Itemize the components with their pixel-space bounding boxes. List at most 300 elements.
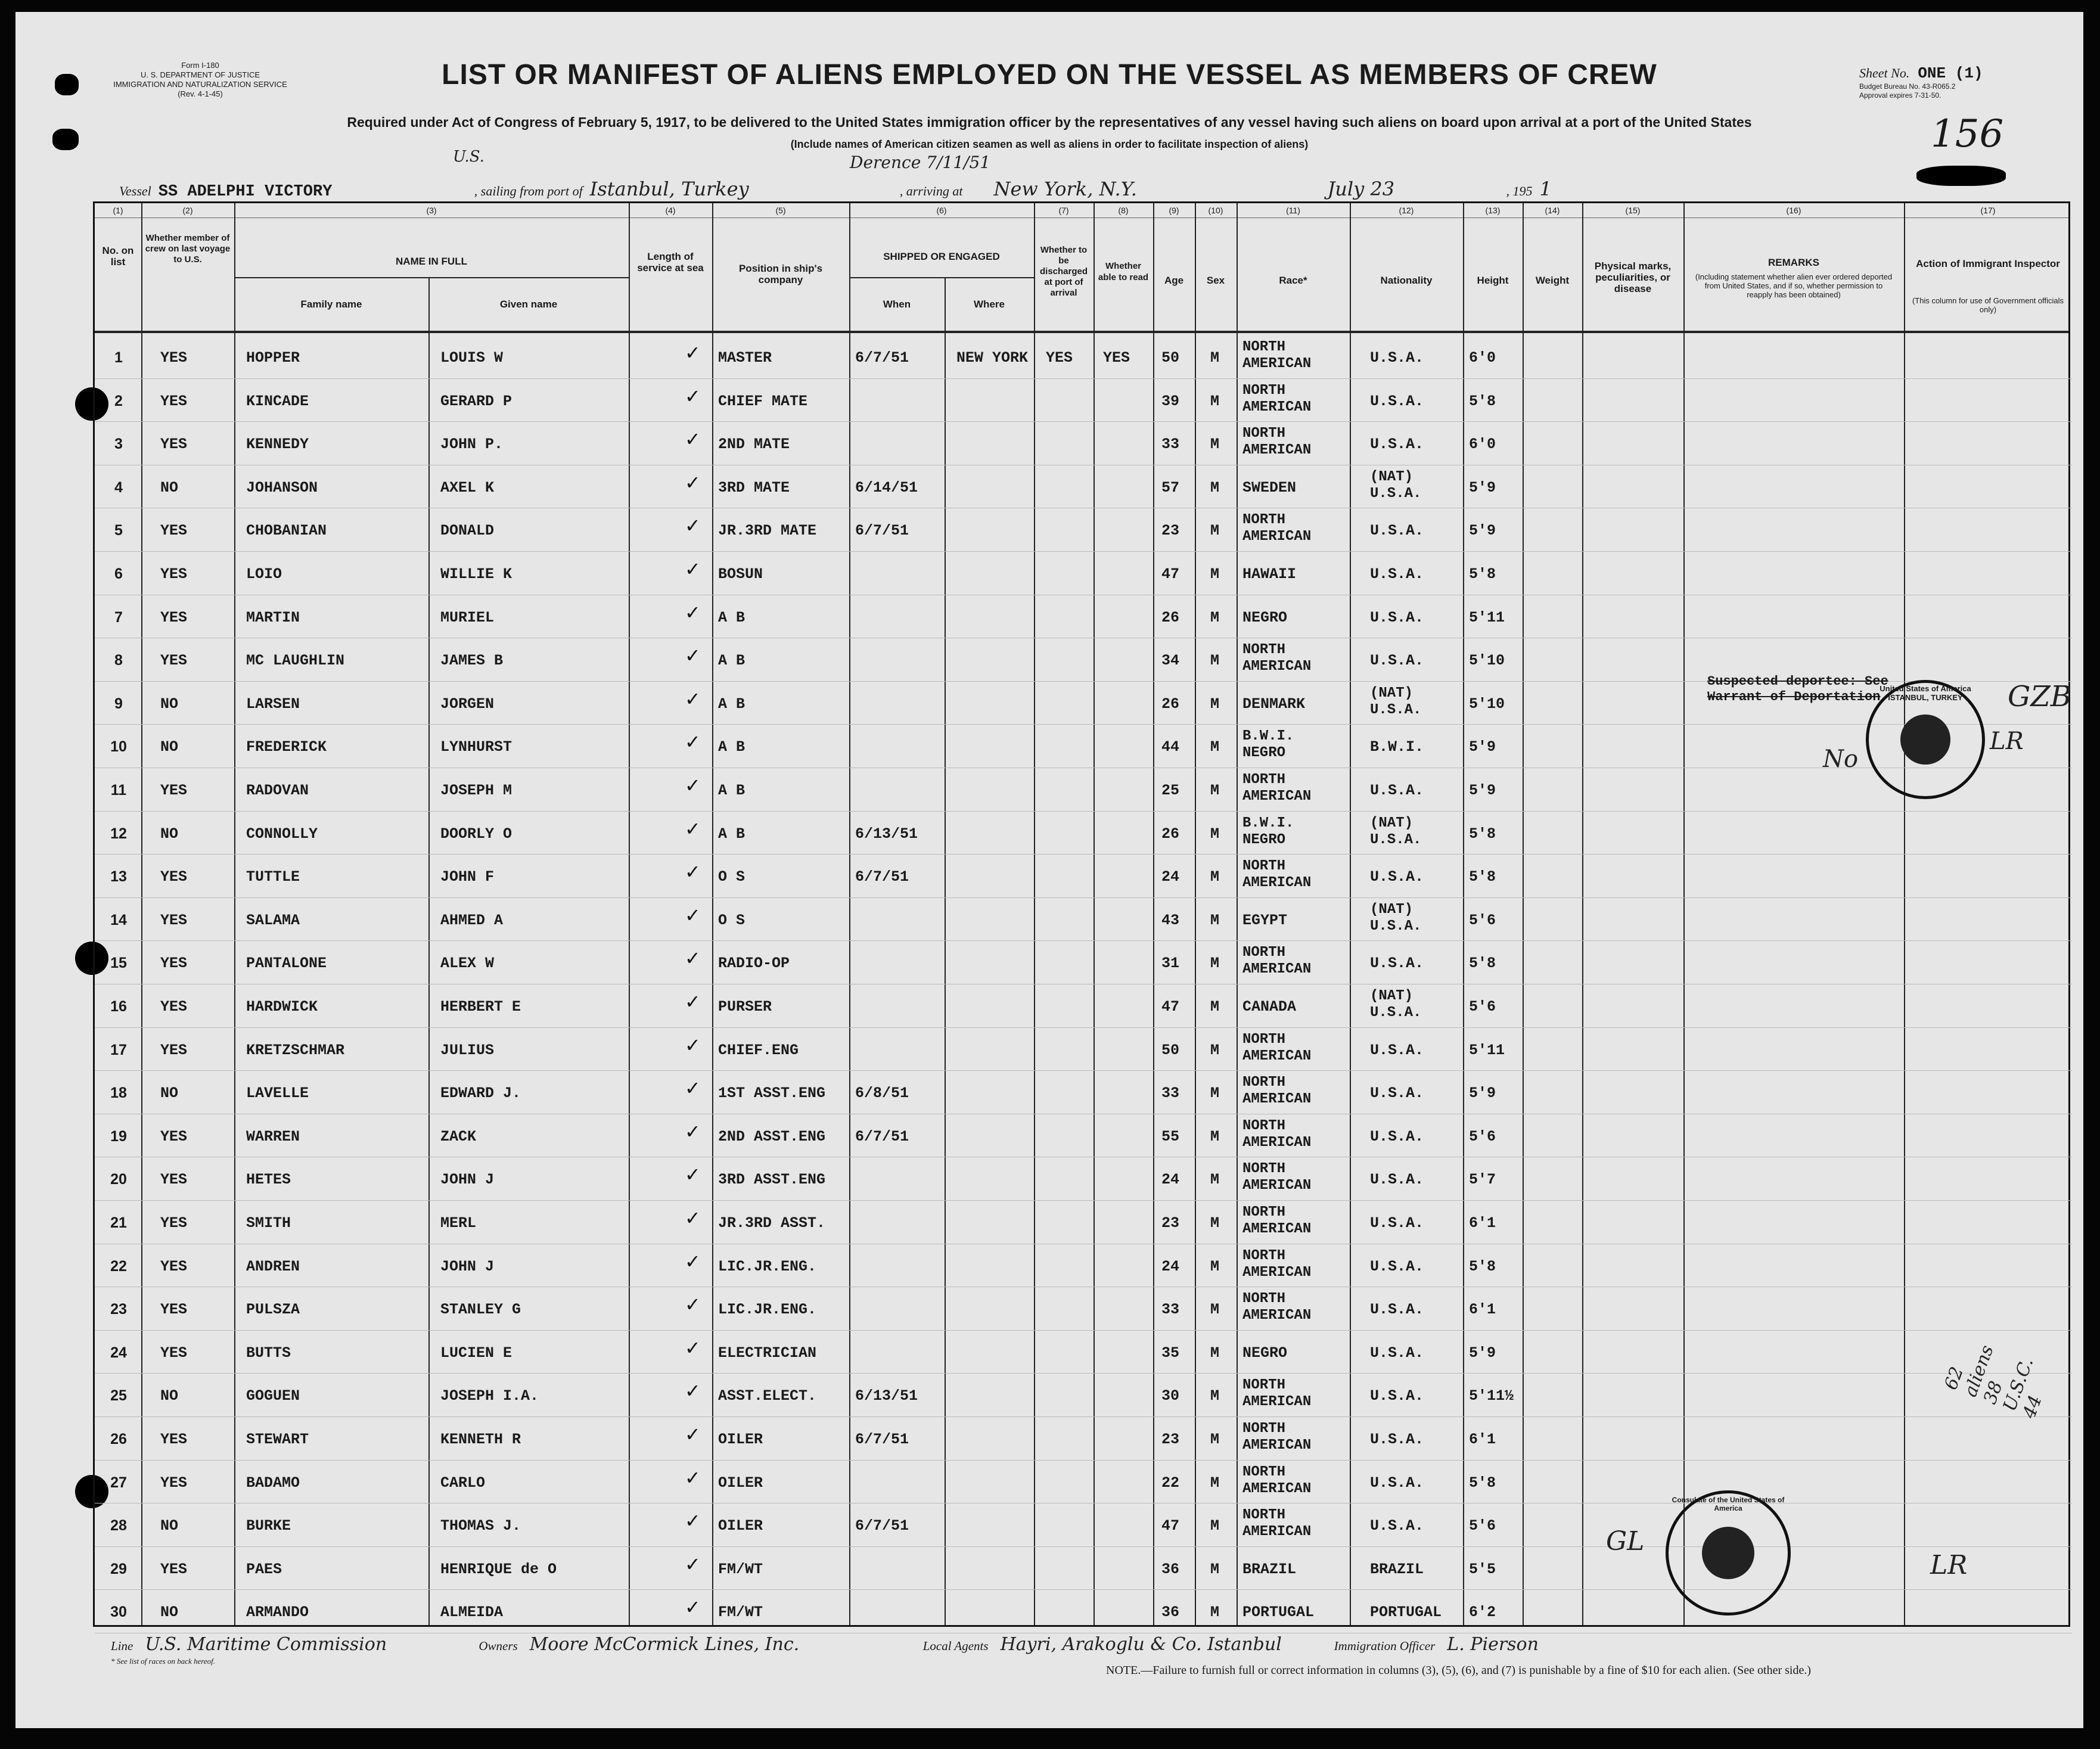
cell-no: 27	[110, 1474, 127, 1491]
cell-race: NORTH AMERICAN	[1242, 1247, 1312, 1281]
inspector-initials-2: LR	[1990, 728, 2024, 755]
cell-family: GOGUEN	[246, 1387, 300, 1405]
cell-prev: NO	[160, 1604, 179, 1621]
cell-prev: NO	[160, 1085, 179, 1102]
cell-no: 15	[110, 955, 127, 972]
cell-given: HERBERT E	[440, 998, 521, 1015]
cell-when: 6/7/51	[855, 1517, 909, 1535]
table-row	[95, 595, 2072, 638]
check-mark-icon: ✓	[685, 1596, 701, 1619]
cell-race: NORTH AMERICAN	[1242, 642, 1312, 675]
check-mark-icon: ✓	[685, 990, 701, 1013]
cell-when: 6/7/51	[855, 1127, 909, 1145]
cell-sex: M	[1210, 522, 1220, 540]
cell-age: 25	[1161, 782, 1180, 799]
cell-family: KENNEDY	[246, 436, 309, 453]
cell-where: NEW YORK	[956, 349, 1029, 366]
cell-nat: U.S.A.	[1370, 1474, 1424, 1492]
table-row	[95, 1071, 2072, 1114]
header-divider	[95, 331, 2068, 333]
cell-given: DOORLY O	[440, 825, 512, 843]
form-number: Form I-180	[181, 61, 219, 70]
cell-age: 57	[1161, 479, 1180, 496]
cell-nat: U.S.A.	[1370, 782, 1424, 799]
cell-when: 6/7/51	[855, 349, 909, 366]
check-mark-icon: ✓	[685, 1207, 701, 1229]
subtitle: Required under Act of Congress of February 5, 1917, to be delivered to the United States immigration officer by the representatives of any vessel having such aliens on board upon arrival at a port of the United States	[347, 114, 1752, 130]
table-row	[95, 1417, 2072, 1460]
cell-prev: YES	[160, 522, 188, 540]
cell-no: 19	[110, 1127, 127, 1145]
cell-age: 39	[1161, 392, 1180, 410]
cell-given: AXEL K	[440, 479, 495, 496]
cell-age: 22	[1161, 1474, 1180, 1492]
cell-nat: U.S.A.	[1370, 608, 1424, 626]
cell-no: 8	[114, 652, 123, 669]
cell-given: AHMED A	[440, 911, 504, 929]
check-mark-icon: ✓	[685, 817, 701, 840]
cell-disch: YES	[1046, 349, 1073, 366]
cell-race: NORTH AMERICAN	[1242, 425, 1312, 459]
cell-height: 6'2	[1469, 1604, 1496, 1621]
cell-given: LOUIS W	[440, 349, 504, 366]
cell-no: 2	[114, 392, 123, 409]
cell-no: 16	[110, 998, 127, 1015]
cell-sex: M	[1210, 825, 1220, 843]
cell-family: RADOVAN	[246, 782, 309, 799]
cell-pos: A B	[718, 738, 745, 756]
cell-pos: OILER	[718, 1474, 763, 1492]
handwritten-page-number: 156	[1931, 112, 2004, 156]
check-mark-icon: ✓	[685, 1466, 701, 1489]
cell-race: NORTH AMERICAN	[1242, 1204, 1312, 1237]
col-header-family: Family name	[300, 299, 362, 310]
cell-given: JULIUS	[440, 1041, 495, 1059]
cell-height: 6'0	[1469, 436, 1496, 453]
cell-prev: YES	[160, 955, 188, 973]
cell-no: 18	[110, 1085, 127, 1102]
col-header-position: Position in ship's company	[738, 263, 823, 285]
races-note: * See list of races on back hereof.	[111, 1657, 215, 1666]
check-mark-icon: ✓	[685, 731, 701, 754]
table-row	[95, 335, 2072, 378]
cell-race: NORTH AMERICAN	[1242, 382, 1312, 415]
cell-sex: M	[1210, 1214, 1220, 1232]
cell-pos: MASTER	[718, 349, 772, 366]
cell-family: SMITH	[246, 1214, 291, 1232]
cell-given: MERL	[440, 1214, 477, 1232]
cell-pos: FM/WT	[718, 1560, 763, 1578]
cell-pos: 3RD MATE	[718, 479, 790, 496]
cell-age: 26	[1161, 608, 1180, 626]
vessel-label: Vessel	[119, 184, 151, 198]
cell-prev: YES	[160, 652, 188, 670]
cell-height: 6'1	[1469, 1431, 1496, 1448]
cell-sex: M	[1210, 349, 1220, 366]
cell-pos: A B	[718, 652, 745, 670]
cell-given: ALEX W	[440, 955, 495, 973]
cell-age: 24	[1161, 1171, 1180, 1189]
signature-initials: GL	[1606, 1526, 1645, 1557]
cell-race: NORTH AMERICAN	[1242, 1377, 1312, 1411]
cell-given: HENRIQUE de O	[440, 1560, 557, 1578]
cell-given: JORGEN	[440, 695, 495, 713]
cell-sex: M	[1210, 1517, 1220, 1535]
cell-family: MARTIN	[246, 608, 300, 626]
col-header-nationality: Nationality	[1380, 275, 1433, 286]
cell-nat: U.S.A.	[1370, 349, 1424, 366]
owners-value: Moore McCormick Lines, Inc.	[529, 1634, 800, 1655]
cell-race: NEGRO	[1242, 608, 1288, 626]
cell-race: NEGRO	[1242, 1344, 1288, 1362]
manifest-page	[15, 12, 2083, 1728]
cell-age: 50	[1161, 1041, 1180, 1059]
check-mark-icon: ✓	[685, 1293, 701, 1316]
cell-pos: RADIO-OP	[718, 955, 790, 973]
cell-prev: YES	[160, 998, 188, 1015]
penalty-note: NOTE.—Failure to furnish full or correct information in columns (3), (5), (6), and (7) is punishable by a fine of $10 for each alien. (See other side.)	[1106, 1664, 1811, 1677]
cell-given: JOHN F	[440, 868, 495, 886]
cell-given: KENNETH R	[440, 1431, 521, 1448]
cell-prev: YES	[160, 349, 188, 366]
cell-pos: FM/WT	[718, 1604, 763, 1621]
cell-sex: M	[1210, 1431, 1220, 1448]
instruction: (Include names of American citizen seamen as well as aliens in order to facilitate inspection of aliens)	[790, 138, 1309, 150]
cell-family: PAES	[246, 1560, 282, 1578]
cell-no: 13	[110, 868, 127, 886]
cell-no: 9	[114, 695, 123, 712]
cell-given: JOHN J	[440, 1257, 495, 1275]
cell-height: 5'9	[1469, 782, 1496, 799]
cell-no: 23	[110, 1301, 127, 1318]
cell-family: STEWART	[246, 1431, 309, 1448]
cell-nat: (NAT) U.S.A.	[1370, 815, 1422, 848]
arriving-at: New York, N.Y.	[993, 178, 1137, 200]
cell-age: 36	[1161, 1560, 1180, 1578]
cell-age: 34	[1161, 652, 1180, 670]
col-header-weight: Weight	[1535, 275, 1570, 286]
cell-pos: BOSUN	[718, 566, 763, 583]
cell-nat: U.S.A.	[1370, 1431, 1424, 1448]
cell-race: NORTH AMERICAN	[1242, 1031, 1312, 1064]
cell-age: 30	[1161, 1387, 1180, 1405]
cell-race: EGYPT	[1242, 911, 1288, 929]
cell-race: NORTH AMERICAN	[1242, 1117, 1312, 1151]
cell-nat: U.S.A.	[1370, 392, 1424, 410]
col-header-previous: Whether member of crew on last voyage to U.S.	[145, 233, 231, 265]
cell-age: 50	[1161, 349, 1180, 366]
cell-family: PULSZA	[246, 1301, 300, 1319]
check-mark-icon: ✓	[685, 1077, 701, 1100]
col-header-action: Action of Immigrant Inspector	[1916, 258, 2060, 269]
cell-nat: U.S.A.	[1370, 436, 1424, 453]
agents-label: Local Agents	[922, 1639, 989, 1653]
table-row	[95, 465, 2072, 508]
cell-age: 23	[1161, 1214, 1180, 1232]
cell-pos: O S	[718, 911, 745, 929]
cell-sex: M	[1210, 1257, 1220, 1275]
cell-nat: U.S.A.	[1370, 1517, 1424, 1535]
table-row	[95, 1590, 2072, 1633]
cell-sex: M	[1210, 608, 1220, 626]
col-header-action-sub: (This column for use of Government officials only)	[1912, 296, 2064, 314]
cell-prev: NO	[160, 695, 179, 713]
cell-race: NORTH AMERICAN	[1242, 1464, 1312, 1497]
cell-age: 47	[1161, 1517, 1180, 1535]
cell-sex: M	[1210, 1171, 1220, 1189]
cell-pos: LIC.JR.ENG.	[718, 1257, 817, 1275]
check-mark-icon: ✓	[685, 903, 701, 927]
cell-height: 5'7	[1469, 1171, 1496, 1189]
cell-no: 25	[110, 1387, 127, 1405]
table-row	[95, 1157, 2072, 1200]
cell-given: CARLO	[440, 1474, 486, 1492]
cell-nat: (NAT) U.S.A.	[1370, 468, 1422, 502]
cell-pos: OILER	[718, 1431, 763, 1448]
cell-given: STANLEY G	[440, 1301, 521, 1319]
cell-nat: B.W.I.	[1370, 738, 1424, 756]
cell-nat: U.S.A.	[1370, 1085, 1424, 1102]
cell-sex: M	[1210, 782, 1220, 799]
bottom-initials: LR	[1930, 1550, 1968, 1580]
cell-height: 5'6	[1469, 911, 1496, 929]
consular-stamp: United States of America ISTANBUL, TURKEY	[1866, 680, 1985, 799]
cell-family: FREDERICK	[246, 738, 327, 756]
cell-age: 33	[1161, 436, 1180, 453]
cell-height: 6'1	[1469, 1214, 1496, 1232]
col-header-race: Race*	[1279, 275, 1307, 286]
cell-sex: M	[1210, 911, 1220, 929]
table-row	[95, 725, 2072, 768]
cell-given: ZACK	[440, 1127, 477, 1145]
cell-height: 5'10	[1469, 652, 1505, 670]
table-row	[95, 1114, 2072, 1157]
cell-height: 5'9	[1469, 1344, 1496, 1362]
side-note: 62 aliens 38 U.S.C. 44	[1940, 1342, 2046, 1421]
cell-age: 35	[1161, 1344, 1180, 1362]
cell-pos: A B	[718, 825, 745, 843]
agents-value: Hayri, Arakoglu & Co. Istanbul	[1000, 1634, 1282, 1655]
cell-pos: 1ST ASST.ENG	[718, 1085, 826, 1102]
cell-prev: YES	[160, 1041, 188, 1059]
cell-age: 47	[1161, 998, 1180, 1015]
cell-pos: ELECTRICIAN	[718, 1344, 817, 1362]
cell-family: CHOBANIAN	[246, 522, 327, 540]
check-mark-icon: ✓	[685, 860, 701, 884]
table-row	[95, 508, 2072, 551]
cell-nat: U.S.A.	[1370, 1171, 1424, 1189]
cell-age: 23	[1161, 1431, 1180, 1448]
service: IMMIGRATION AND NATURALIZATION SERVICE	[113, 80, 287, 89]
cell-no: 20	[110, 1171, 127, 1188]
cell-pos: LIC.JR.ENG.	[718, 1301, 817, 1319]
inspector-initials: GZB	[2008, 680, 2071, 713]
cell-family: KRETZSCHMAR	[246, 1041, 345, 1059]
cell-when: 6/14/51	[855, 479, 918, 496]
cell-age: 55	[1161, 1127, 1180, 1145]
cell-race: B.W.I. NEGRO	[1242, 728, 1294, 762]
cell-sex: M	[1210, 566, 1220, 583]
check-mark-icon: ✓	[685, 687, 701, 710]
consulate-seal: Consulate of the United States of America	[1666, 1490, 1791, 1616]
check-mark-icon: ✓	[685, 341, 701, 364]
cell-no: 3	[114, 436, 123, 453]
cell-no: 24	[110, 1344, 127, 1361]
check-mark-icon: ✓	[685, 644, 701, 667]
table-row	[95, 1201, 2072, 1244]
cell-sex: M	[1210, 1474, 1220, 1492]
cell-age: 47	[1161, 566, 1180, 583]
cell-family: HOPPER	[246, 349, 300, 366]
cell-pos: A B	[718, 782, 745, 799]
cell-age: 33	[1161, 1301, 1180, 1319]
cell-prev: NO	[160, 738, 179, 756]
cell-no: 12	[110, 825, 127, 842]
table-row	[95, 898, 2072, 941]
cell-no: 29	[110, 1560, 127, 1577]
check-mark-icon: ✓	[685, 471, 701, 494]
cell-nat: U.S.A.	[1370, 1041, 1424, 1059]
cell-age: 31	[1161, 955, 1180, 973]
cell-family: WARREN	[246, 1127, 300, 1145]
cell-nat: BRAZIL	[1370, 1560, 1424, 1578]
cell-height: 5'6	[1469, 998, 1496, 1015]
check-mark-icon: ✓	[685, 947, 701, 970]
table-row	[95, 422, 2072, 465]
revision: (Rev. 4-1-45)	[178, 89, 223, 98]
footer-line	[111, 1634, 2065, 1655]
cell-race: NORTH AMERICAN	[1242, 858, 1312, 891]
cell-race: PORTUGAL	[1242, 1604, 1315, 1621]
cell-given: WILLIE K	[440, 566, 512, 583]
cell-height: 5'5	[1469, 1560, 1496, 1578]
table-row	[95, 552, 2072, 595]
cell-pos: 3RD ASST.ENG	[718, 1171, 826, 1189]
cell-when: 6/7/51	[855, 522, 909, 540]
cell-sex: M	[1210, 1127, 1220, 1145]
cell-prev: YES	[160, 1257, 188, 1275]
cell-family: HETES	[246, 1171, 291, 1189]
cell-prev: YES	[160, 782, 188, 799]
cell-nat: U.S.A.	[1370, 566, 1424, 583]
year-suffix: 1	[1539, 178, 1552, 200]
cell-pos: CHIEF.ENG	[718, 1041, 799, 1059]
check-mark-icon: ✓	[685, 1250, 701, 1273]
cell-nat: U.S.A.	[1370, 868, 1424, 886]
cell-height: 5'9	[1469, 479, 1496, 496]
cell-no: 11	[110, 782, 127, 799]
cell-prev: NO	[160, 479, 179, 496]
cell-pos: 2ND MATE	[718, 436, 790, 453]
cell-no: 7	[114, 608, 123, 626]
table-row	[95, 768, 2072, 811]
col-header-age: Age	[1164, 275, 1184, 286]
cell-family: BURKE	[246, 1517, 291, 1535]
cell-family: KINCADE	[246, 392, 309, 410]
cell-prev: YES	[160, 1431, 188, 1448]
struck-remark: Suspected deportee: See Warrant of Deportation	[1707, 674, 1888, 704]
cell-nat: U.S.A.	[1370, 1344, 1424, 1362]
cell-height: 5'9	[1469, 1085, 1496, 1102]
cell-nat: U.S.A.	[1370, 955, 1424, 973]
cell-no: 22	[110, 1257, 127, 1275]
col-header-when: When	[883, 299, 911, 310]
cell-prev: YES	[160, 911, 188, 929]
cell-pos: 2ND ASST.ENG	[718, 1127, 826, 1145]
check-mark-icon: ✓	[685, 1380, 701, 1403]
cell-family: MC LAUGHLIN	[246, 652, 345, 670]
check-mark-icon: ✓	[685, 1509, 701, 1533]
table-row	[95, 1028, 2072, 1071]
cell-prev: YES	[160, 1214, 188, 1232]
cell-family: SALAMA	[246, 911, 300, 929]
cell-nat: (NAT) U.S.A.	[1370, 901, 1422, 934]
cell-given: JOSEPH M	[440, 782, 512, 799]
check-mark-icon: ✓	[685, 558, 701, 580]
cell-height: 5'8	[1469, 392, 1496, 410]
table-row	[95, 1374, 2072, 1416]
table-row	[95, 379, 2072, 422]
cell-nat: U.S.A.	[1370, 1257, 1424, 1275]
cell-sex: M	[1210, 436, 1220, 453]
cell-no: 1	[114, 349, 123, 366]
check-mark-icon: ✓	[685, 1336, 701, 1359]
arriving-label: , arriving at	[899, 184, 963, 198]
cell-no: 14	[110, 911, 127, 928]
owners-label: Owners	[479, 1639, 518, 1653]
cell-pos: A B	[718, 695, 745, 713]
page-title: LIST OR MANIFEST OF ALIENS EMPLOYED ON THE VESSEL AS MEMBERS OF CREW	[442, 59, 1657, 91]
cell-family: LAVELLE	[246, 1085, 309, 1102]
col-header-no: No. on list	[102, 245, 134, 268]
col-header-given: Given name	[499, 299, 558, 310]
cell-no: 6	[114, 566, 123, 582]
cell-age: 33	[1161, 1085, 1180, 1102]
cell-nat: U.S.A.	[1370, 1301, 1424, 1319]
cell-height: 6'0	[1469, 349, 1496, 366]
cell-age: 43	[1161, 911, 1180, 929]
cell-pos: O S	[718, 868, 745, 886]
table-row	[95, 1331, 2072, 1374]
voyage-line	[119, 178, 2056, 201]
cell-when: 6/13/51	[855, 1387, 918, 1405]
cell-given: ALMEIDA	[440, 1604, 504, 1621]
cell-nat: U.S.A.	[1370, 522, 1424, 540]
crew-table: (1) (2) (3) (4) (5) (6) (7) (8) (9) (10) (11) (12) (13) (14) (15) (16) (17) No. on list Whether member of crew on last voyage to U.S. NAME IN FULL Family name Given name Length of service at sea Position in ship's company SHIPPED OR ENGAGED When Where Whether to be discharged at port of arrival Whether able to read Age Sex Race* Nationality Height Weight Physical marks, peculiarities, or disease REMARKS (Including statement whether alien ever ordered deported from United States, and if so, whether permission to reapply has been obtained) Action of Immigrant Inspector (This column for use of Government officials only) 1 YES HOPPER LOUIS W MASTER 6/7/51 NEW YORK YES YES 50 M NORTH AMERICAN U.S.A. 6'0 ✓ 2 YES KINCADE GERARD P CHIEF MATE 39 M NORTH AMERICAN U.S.A. 5'8 ✓ 3 YES KENNEDY JOHN P. 2ND MATE 33 M NORTH AMERICAN U.S.A. 6'0 ✓ 4 NO JOHANSON AXEL K 3RD MATE 6/14/51 57 M SWEDEN (NAT) U.S.A. 5'9 ✓ 5 YES CHOBANIAN DONALD JR.3RD MATE 6/7/51 23 M NORTH AMERICAN U.S.A. 5'9 ✓ 6 YES LOIO WILLIE K BOSUN 47 M HAWAII U.S.A. 5'8 ✓ 7 YES MARTIN MURIEL A B 26 M NEGRO U.S.A. 5'11 ✓ 8 YES MC LAUGHLIN JAMES B A B 34 M NORTH AMERICAN U.S.A. 5'10 ✓ 9 NO LARSEN JORGEN A B 26 M DENMARK (NAT) U.S.A. 5'10 ✓ 10 NO FREDERICK LYNHURST A B 44 M B.W.I. NEGRO B.W.I. 5'9 ✓ 11 YES RADOVAN JOSEPH M A B 25 M NORTH AMERICAN U.S.A. 5'9 ✓ 12 NO CONNOLLY DOORLY O A B 6/13/51 26 M B.W.I. NEGRO (NAT) U.S.A. 5'8 ✓ 13 YES TUTTLE JOHN F O S 6/7/51 24 M NORTH AMERICAN U.S.A. 5'8 ✓ 14 YES SALAMA AHMED A O S 43 M EGYPT (NAT) U.S.A. 5'6 ✓ 15 YES PANTALONE ALEX W RADIO-OP 31 M NORTH AMERICAN U.S.A. 5'8 ✓ 16 YES HARDWICK HERBERT E PURSER 47 M CANADA (NAT) U.S.A. 5'6 ✓ 17 YES KRETZSCHMAR JULIUS CHIEF.ENG 50 M NORTH AMERICAN U.S.A. 5'11 ✓ 18 NO LAVELLE EDWARD J. 1ST ASST.ENG 6/8/51 33 M NORTH AMERICAN U.S.A. 5'9 ✓ 19 YES WARREN ZACK 2ND ASST.ENG 6/7/51 55 M NORTH AMERICAN U.S.A. 5'6 ✓ 20 YES HETES JOHN J 3RD ASST.ENG 24 M NORTH AMERICAN U.S.A. 5'7 ✓ 21 YES SMITH MERL JR.3RD ASST. 23 M NORTH AMERICAN U.S.A. 6'1 ✓ 22 YES ANDREN JOHN J LIC.JR.ENG. 24 M NORTH AMERICAN U.S.A. 5'8 ✓ 23 YES PULSZA STANLEY G LIC.JR.ENG. 33 M NORTH AMERICAN U.S.A. 6'1 ✓ 24 YES BUTTS LUCIEN E ELECTRICIAN 35 M NEGRO U.S.A. 5'9 ✓ 25 NO GOGUEN JOSEPH I.A. ASST.ELECT. 6/13/51 30 M NORTH AMERICAN U.S.A. 5'11½ ✓ 26 YES STEWART KENNETH R OILER 6/7/51 23 M NORTH AMERICAN U.S.A. 6'1 ✓ 27 YES BADAMO CARLO OILER 22 M NORTH AMERICAN U.S.A. 5'8 ✓ 28 NO BURKE THOMAS J. OILER 6/7/51 47 M NORTH AMERICAN U.S.A. 5'6 ✓ 29 YES PAES HENRIQUE de O FM/WT 36 M BRAZIL BRAZIL 5'5 ✓ 30 NO ARMANDO ALMEIDA FM/WT 36 M PORTUGAL PORTUGAL 6'2 ✓ Suspected deportee: See Warrant of Deportation No GZB LR 62 aliens 38 U.S.C. 44 LR GL United States of America ISTANBUL, TURKEY Consulate of the United States of America	[93, 201, 2070, 1627]
cell-prev: NO	[160, 1387, 179, 1405]
cell-sex: M	[1210, 1387, 1220, 1405]
cell-age: 44	[1161, 738, 1180, 756]
cell-age: 24	[1161, 868, 1180, 886]
name-subdivider	[234, 277, 629, 278]
cell-prev: NO	[160, 1517, 179, 1535]
cell-family: ANDREN	[246, 1257, 300, 1275]
col-header-name: NAME IN FULL	[396, 256, 467, 267]
cell-given: GERARD P	[440, 392, 512, 410]
cell-height: 5'8	[1469, 825, 1496, 843]
sailing-from: Istanbul, Turkey	[589, 178, 749, 200]
cell-prev: NO	[160, 825, 179, 843]
check-mark-icon: ✓	[685, 1033, 701, 1057]
cell-no: 28	[110, 1517, 127, 1534]
cell-race: NORTH AMERICAN	[1242, 945, 1312, 978]
cell-nat: U.S.A.	[1370, 652, 1424, 670]
cell-race: B.W.I. NEGRO	[1242, 815, 1294, 848]
table-row	[95, 1244, 2072, 1287]
cell-read: YES	[1103, 349, 1130, 366]
cell-prev: YES	[160, 1560, 188, 1578]
department: U. S. DEPARTMENT OF JUSTICE	[140, 70, 260, 79]
